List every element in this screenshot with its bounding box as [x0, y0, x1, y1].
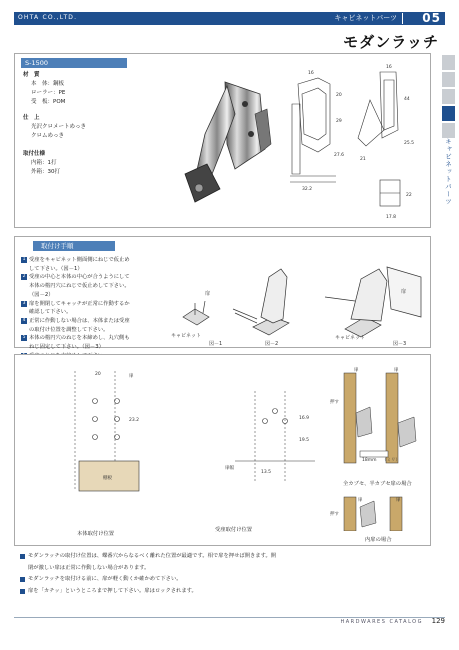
figure-label: 押す [330, 512, 339, 517]
mounting-panel [14, 354, 431, 546]
dim-label: 19.5 [299, 438, 310, 443]
dim-label: 16 [308, 71, 314, 76]
page-title: モダンラッチ [343, 33, 439, 51]
dim-label: 20 [336, 93, 342, 98]
finish-heading: 仕 上 [23, 115, 40, 121]
dim-label: 扉 [129, 374, 134, 379]
figure-label: 扉 [358, 498, 363, 503]
finish-item: 光沢クロメートめっき [31, 124, 86, 130]
step-line: 確認して下さい。 [29, 309, 72, 316]
step-line: ねじ固定して下さい。（図－3） [29, 344, 104, 351]
figure-label: 扉 [396, 498, 401, 503]
dim-label: 21 [360, 157, 366, 162]
note-bullet [20, 554, 25, 559]
install-figures [165, 257, 427, 347]
note [20, 551, 430, 563]
figure-caption: 図－1 [209, 341, 223, 347]
side-tabs [442, 55, 455, 140]
caption-body-position: 本体取付け位置 [77, 531, 115, 537]
step-number: 1 [22, 257, 26, 262]
section-divider [402, 13, 403, 24]
figure-label: 扉 [354, 368, 359, 373]
figure-label: キャビネット [171, 333, 202, 339]
note-continuation [20, 563, 430, 575]
caption-receiver-position: 受座取付け位置 [215, 527, 253, 533]
step-line: 本体の楕円穴にねじで仮止めして下さい。 [29, 283, 130, 290]
product-photo [165, 74, 277, 214]
step-line: 受座の中心と本体の中心が合うようにして [29, 274, 130, 281]
side-view-drawing [350, 60, 428, 225]
material-spec [23, 71, 65, 107]
figure-label: 18mm [362, 458, 377, 463]
note-text: 扉を「カチッ」というところまで押して下さい。扉はロックされます。 [28, 587, 197, 594]
figure-label: 押す [330, 400, 339, 405]
dim-label: 20 [95, 372, 101, 377]
model-number: S-1500 [21, 58, 127, 68]
screw-item: 外箱：30打 [31, 169, 60, 175]
section-name: キャビネットパーツ [334, 14, 397, 22]
step-line: （図－2） [29, 291, 54, 298]
side-tab[interactable] [442, 55, 455, 70]
finish-spec [23, 114, 86, 141]
side-tab[interactable] [442, 123, 455, 138]
note [20, 586, 430, 598]
header-bar [14, 12, 445, 25]
finish-item: クロムめっき [31, 133, 64, 139]
dim-label: 17.8 [386, 215, 397, 220]
figure-label: 扉 [401, 289, 407, 295]
note-text: モダンラッチを取付ける前に、扉が軽く動くか確かめて下さい。 [28, 576, 182, 582]
install-step [21, 273, 157, 299]
install-step [21, 317, 157, 334]
section-number: 05 [422, 11, 441, 25]
figure-label: （ミリ） [382, 458, 400, 463]
install-heading: 取付け手順 [33, 241, 115, 251]
figure-label: キャビネット [335, 335, 366, 341]
figure-caption: 図－3 [393, 341, 407, 347]
step-number: 2 [22, 274, 26, 280]
notes [20, 551, 430, 597]
step-line: 本体の楕円穴のねじを本締めし、丸穴側も [29, 335, 130, 342]
material-heading: 材 質 [23, 72, 40, 78]
figure-label: 扉 [205, 291, 211, 297]
dim-label: 32.2 [302, 187, 313, 192]
step-line: の取付け位置を調整して下さい。 [29, 326, 109, 333]
screw-item: 内箱：1打 [31, 160, 57, 166]
dim-label: 44 [404, 97, 410, 102]
side-tab-active[interactable] [442, 106, 455, 121]
footer-catalog: HARDWARES CATALOG [340, 619, 423, 625]
figure-label: 扉 [394, 368, 399, 373]
note-bullet [20, 577, 25, 582]
top-view-drawing [280, 64, 350, 214]
step-number: 3 [22, 300, 26, 306]
screw-heading: 取付仕様 [23, 151, 46, 157]
dim-label: 23.2 [129, 418, 140, 423]
step-line: して下さい。（図－1） [29, 265, 83, 272]
install-step [21, 256, 157, 273]
inner-door-example [330, 493, 430, 531]
dim-label: 25.5 [404, 141, 415, 146]
material-item: ローラー：PE [31, 90, 66, 96]
note-text: モダンラッチの取付け位置は、蝶番穴からなるべく離れた位置が最適です。相で扉を押せば開きます。開 [28, 553, 277, 559]
step-number: 4 [22, 317, 26, 323]
spec-panel [14, 53, 431, 228]
material-item: 本 体：鋼板 [31, 81, 65, 87]
figure-caption: 図－2 [265, 341, 279, 347]
dim-label: 13.5 [261, 470, 272, 475]
dim-label: 16.9 [299, 416, 310, 421]
caption-full-overlay: 全カブセ、半カブセ扉の場合 [343, 481, 412, 487]
dim-label: 棚板 [103, 476, 112, 481]
mounting-drawings [55, 361, 325, 511]
full-overlay-example [330, 363, 430, 481]
side-tab[interactable] [442, 72, 455, 87]
dim-label: 27.6 [334, 153, 345, 158]
install-steps [21, 256, 157, 360]
step-line: 受座をキャビネット側面側にねじで仮止め [29, 257, 130, 263]
step-line: 正常に作動しない場合は、本体または受座 [29, 317, 130, 324]
dim-label: 22 [406, 193, 412, 198]
dim-label: 16 [386, 65, 392, 70]
side-label: キャビネットパーツ [444, 138, 452, 206]
dim-label: 29 [336, 119, 342, 124]
install-step [21, 334, 157, 351]
side-tab[interactable] [442, 89, 455, 104]
material-item: 受 板：POM [31, 99, 66, 105]
install-step [21, 300, 157, 317]
caption-inner-door: 内扉の場合 [365, 537, 392, 543]
step-line: 扉を開閉してキャッチが正常に作動するか [29, 300, 130, 307]
company-name: OHTA CO.,LTD. [18, 14, 78, 21]
screw-spec [23, 150, 60, 177]
step-number: 5 [22, 335, 26, 341]
page-number: 129 [431, 617, 445, 625]
install-panel [14, 236, 431, 351]
note-text: 閉が激しい扉は正常に作動しない場合があります。 [28, 564, 150, 571]
dim-label: 扉幅 [225, 466, 234, 471]
note-bullet [20, 589, 25, 594]
footer-rule [14, 617, 445, 618]
note [20, 574, 430, 586]
